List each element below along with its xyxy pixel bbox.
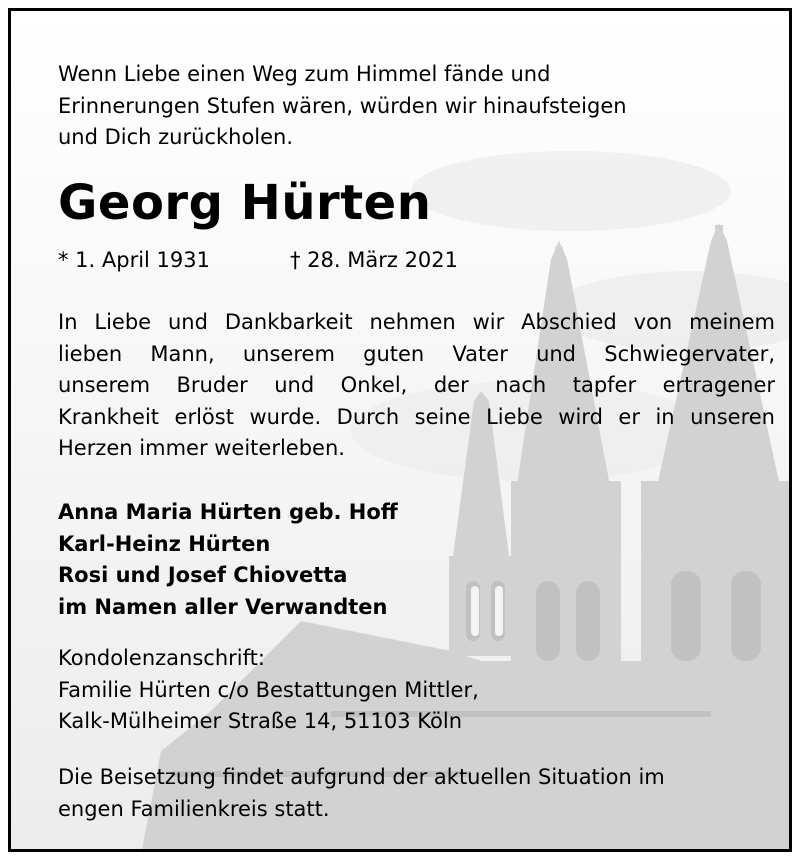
poem-line: Erinnerungen Stufen wären, würden wir hinaufsteigen bbox=[58, 93, 627, 118]
address-line: Familie Hürten c/o Bestattungen Mittler, bbox=[58, 677, 479, 702]
condolence-address bbox=[58, 643, 479, 738]
address-line: Kondolenzanschrift: bbox=[58, 646, 265, 670]
address-line: Kalk-Mülheimer Straße 14, 51103 Köln bbox=[58, 709, 463, 733]
signatory: Rosi und Josef Chiovetta bbox=[58, 563, 348, 587]
funeral-line: engen Familienkreis statt. bbox=[58, 796, 330, 821]
birth-date: * 1. April 1931 bbox=[58, 248, 211, 272]
funeral-line: Die Beisetzung findet aufgrund der aktuellen Situation im bbox=[58, 765, 665, 789]
deceased-name: Georg Hürten bbox=[58, 175, 432, 231]
death-date: † 28. März 2021 bbox=[290, 248, 459, 272]
farewell-line: Krankheit erlöst wurde. Durch seine Liebe wird er in unseren bbox=[58, 404, 775, 429]
farewell-line: In Liebe und Dankbarkeit nehmen wir Abschied von meinem bbox=[58, 310, 775, 334]
signatory: Anna Maria Hürten geb. Hoff bbox=[58, 500, 398, 524]
farewell-line: lieben Mann, unserem guten Vater und Schwiegervater, bbox=[58, 341, 775, 366]
farewell-line: unserem Bruder und Onkel, der nach tapfer ertragener bbox=[58, 373, 775, 397]
farewell-line: Herzen immer weiterleben. bbox=[58, 436, 345, 460]
poem bbox=[58, 59, 627, 154]
poem-line: und Dich zurückholen. bbox=[58, 125, 294, 149]
signatories bbox=[58, 497, 398, 623]
life-dates bbox=[58, 248, 459, 272]
signatory: im Namen aller Verwandten bbox=[58, 594, 388, 619]
poem-line: Wenn Liebe einen Weg zum Himmel fände und bbox=[58, 62, 551, 86]
signatory: Karl-Heinz Hürten bbox=[58, 531, 271, 556]
farewell-text bbox=[58, 307, 775, 465]
obituary-frame bbox=[8, 8, 792, 852]
funeral-note bbox=[58, 762, 665, 825]
